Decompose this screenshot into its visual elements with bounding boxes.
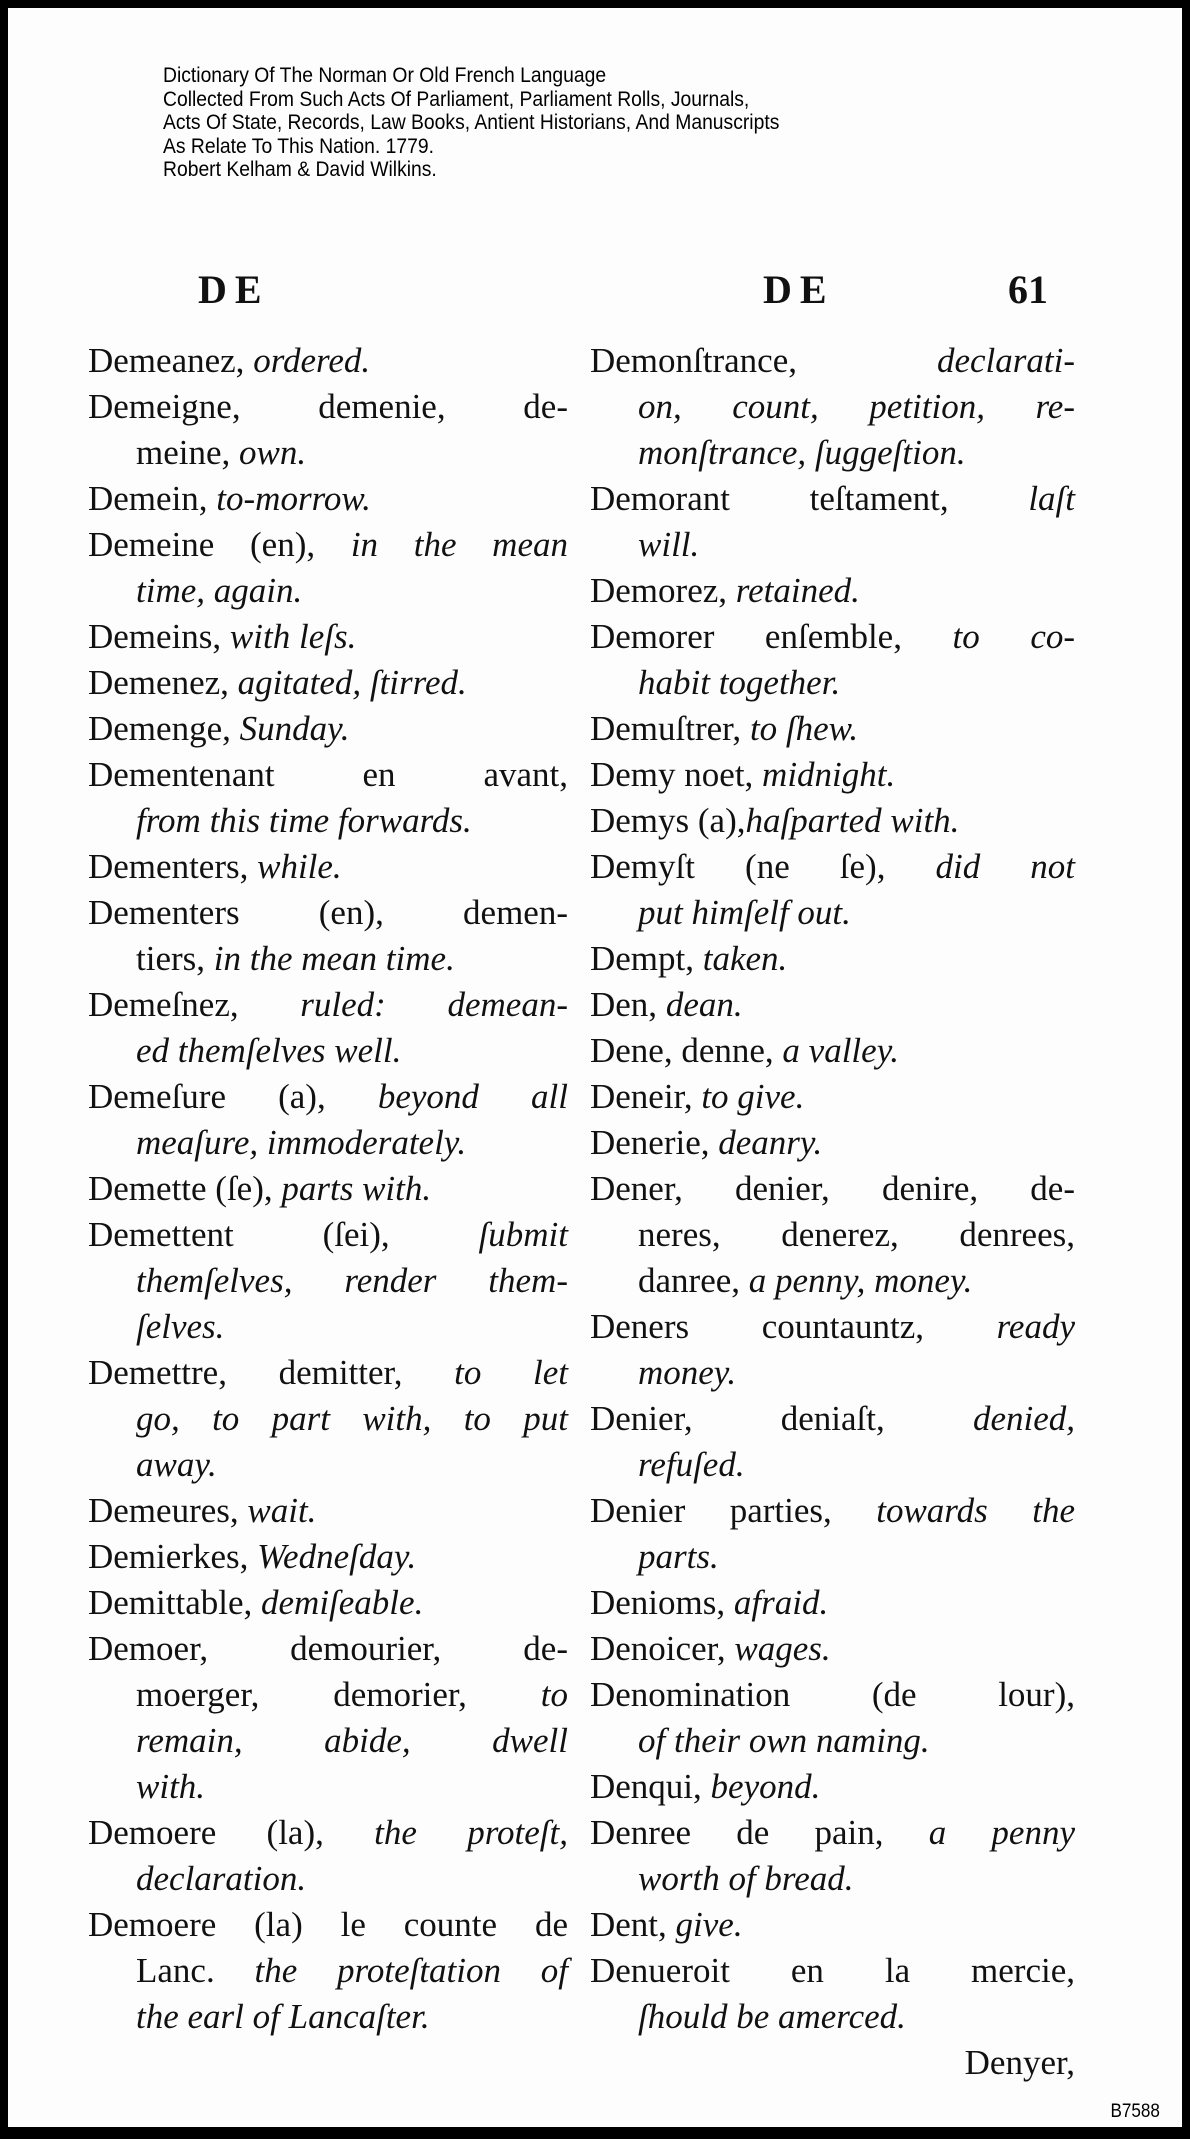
definition-text: towards the — [876, 1491, 1075, 1530]
entry-line — [88, 522, 568, 568]
definition-text: retained. — [735, 571, 860, 610]
headword-text: Demeſnez, — [88, 985, 301, 1024]
definition-text: to co- — [952, 617, 1076, 656]
headword-text: Demenge, — [88, 709, 240, 748]
headword-text: Demorez, — [590, 571, 736, 610]
headword-text: Demeine (en), — [88, 525, 351, 564]
headword-text: Demoere (la) le counte de — [88, 1905, 568, 1944]
definition-text: worth of bread. — [638, 1859, 854, 1898]
definition-text: in the mean time. — [213, 939, 455, 978]
definition-text: away. — [136, 1445, 217, 1484]
headword-text: Dempt, — [590, 939, 703, 978]
definition-text: parts. — [638, 1537, 719, 1576]
headword-text: Demeins, — [88, 617, 230, 656]
headword-text: tiers, — [136, 939, 214, 978]
entry-continuation-line — [136, 1994, 568, 2040]
entry-continuation-line — [638, 1718, 1075, 1764]
headword-text: Denioms, — [590, 1583, 734, 1622]
definition-text: go, to part with, to put — [136, 1399, 568, 1438]
entry-continuation-line — [638, 430, 1075, 476]
definition-text: while. — [257, 847, 342, 886]
headword-text: Denree de pain, — [590, 1813, 929, 1852]
entry-line — [590, 1074, 1075, 1120]
headword-text: Denyer, — [964, 2043, 1075, 2082]
definition-text: to — [540, 1675, 568, 1714]
headword-text: Dementers (en), demen- — [88, 893, 568, 932]
definition-text: the earl of Lancaſter. — [136, 1997, 430, 2036]
headword-text: Dener, denier, denire, de- — [590, 1169, 1075, 1208]
entry-line — [590, 568, 1075, 614]
entry-line — [88, 1902, 568, 1948]
entry-line — [88, 1212, 568, 1258]
headword-text: Denueroit en la mercie, — [590, 1951, 1075, 1990]
headword-text: meine, — [136, 433, 240, 472]
entry-line — [590, 1580, 1075, 1626]
definition-text: remain, abide, dwell — [136, 1721, 568, 1760]
catalog-code: B7588 — [1110, 2101, 1160, 2122]
headword-text: Demyſt (ne ſe), — [590, 847, 936, 886]
headword-text: Demeigne, demenie, de- — [88, 387, 568, 426]
entry-line — [88, 982, 568, 1028]
book-header — [163, 64, 779, 182]
definition-text: laſt — [1028, 479, 1075, 518]
definition-text: declaration. — [136, 1859, 307, 1898]
definition-text: the proteſtation of — [254, 1951, 568, 1990]
header-line: Acts Of State, Records, Law Books, Antient Historians, And Manuscripts — [163, 111, 780, 134]
definition-text: ſelves. — [136, 1307, 225, 1346]
header-line: Dictionary Of The Norman Or Old French Language — [163, 64, 607, 87]
definition-text: themſelves, render them- — [136, 1261, 568, 1300]
entry-line — [88, 1626, 568, 1672]
entry-line — [88, 1166, 568, 1212]
definition-text: agitated, ſtirred. — [237, 663, 467, 702]
headword-text: Deneir, — [590, 1077, 702, 1116]
definition-text: will. — [638, 525, 700, 564]
entry-line — [590, 1120, 1075, 1166]
definition-text: monſtrance, ſuggeſtion. — [638, 433, 966, 472]
entry-continuation-line — [136, 1718, 568, 1764]
definition-text: in the mean — [350, 525, 568, 564]
entry-continuation-line — [136, 1258, 568, 1304]
headword-text: Deners countauntz, — [590, 1307, 997, 1346]
headword-text: Denomination (de lour), — [590, 1675, 1075, 1714]
entry-continuation-line — [638, 1258, 1075, 1304]
entry-line — [590, 2040, 1075, 2086]
headword-text: moerger, demorier, — [136, 1675, 541, 1714]
definition-text: wait. — [247, 1491, 317, 1530]
definition-text: afraid. — [733, 1583, 829, 1622]
header-line: As Relate To This Nation. 1779. — [163, 134, 435, 158]
headword-text: Demoere (la), — [88, 1813, 375, 1852]
entry-line — [590, 1902, 1075, 1948]
entry-line — [88, 1488, 568, 1534]
definition-text: demiſeable. — [261, 1583, 424, 1622]
definition-text: of their own naming. — [638, 1721, 930, 1760]
headword-text: Demorer enſemble, — [590, 617, 953, 656]
definition-text: ſubmit — [478, 1215, 568, 1254]
entry-continuation-line — [136, 1442, 568, 1488]
entry-continuation-line — [638, 1350, 1075, 1396]
definition-text: midnight. — [762, 755, 896, 794]
entry-continuation-line — [638, 522, 1075, 568]
entry-line — [88, 1534, 568, 1580]
headword-text: Demenez, — [88, 663, 238, 702]
definition-text: declarati- — [936, 341, 1075, 380]
entry-continuation-line — [638, 890, 1075, 936]
entry-line — [590, 1488, 1075, 1534]
headword-text: Demys (a), — [590, 801, 746, 840]
entry-continuation-line — [136, 1120, 568, 1166]
definition-text: from this time forwards. — [136, 801, 472, 840]
entry-line — [590, 1396, 1075, 1442]
entry-continuation-line — [638, 660, 1075, 706]
entry-line — [88, 890, 568, 936]
entry-continuation-line — [136, 1948, 568, 1994]
entry-line — [88, 844, 568, 890]
headword-text: Demittable, — [88, 1583, 262, 1622]
definition-text: beyond. — [710, 1767, 821, 1806]
entry-line — [590, 798, 1075, 844]
entry-line — [590, 1948, 1075, 1994]
headword-text: neres, denerez, denrees, — [638, 1215, 1075, 1254]
definition-text: denied, — [972, 1399, 1075, 1438]
definition-text: ſhould be amerced. — [638, 1997, 906, 2036]
headword-text: Demettre, demitter, — [88, 1353, 455, 1392]
entry-line — [590, 1810, 1075, 1856]
definition-text: a penny — [928, 1813, 1075, 1852]
definition-text: ready — [996, 1307, 1075, 1346]
entry-continuation-line — [136, 936, 568, 982]
headword-text: Demeures, — [88, 1491, 248, 1530]
entry-line — [88, 1580, 568, 1626]
entry-continuation-line — [136, 1304, 568, 1350]
entry-line — [88, 706, 568, 752]
entry-line — [88, 614, 568, 660]
entry-line — [590, 752, 1075, 798]
headword-text: Dementenant en avant, — [88, 755, 568, 794]
definition-text: beyond all — [377, 1077, 568, 1116]
entry-line — [590, 844, 1075, 890]
header-line: Collected From Such Acts Of Parliament, Parliament Rolls, Journals, — [163, 87, 750, 111]
entry-line — [590, 614, 1075, 660]
entry-line — [88, 1810, 568, 1856]
definition-text: to ſhew. — [749, 709, 859, 748]
headword-text: Demuſtrer, — [590, 709, 750, 748]
entry-continuation-line — [638, 1442, 1075, 1488]
entry-line — [590, 1626, 1075, 1672]
entry-continuation-line — [136, 1396, 568, 1442]
entry-continuation-line — [136, 798, 568, 844]
entry-line — [590, 982, 1075, 1028]
entry-line — [88, 476, 568, 522]
headword-text: Denqui, — [590, 1767, 711, 1806]
definition-text: money. — [638, 1353, 737, 1392]
headword-text: Lanc. — [136, 1951, 255, 1990]
entry-line — [590, 1304, 1075, 1350]
definition-text: refuſed. — [638, 1445, 745, 1484]
entry-line — [88, 384, 568, 430]
entry-continuation-line — [638, 1994, 1075, 2040]
running-head-right: DE — [763, 267, 835, 312]
definition-text: with leſs. — [229, 617, 357, 656]
definition-text: put himſelf out. — [638, 893, 851, 932]
entry-line — [88, 338, 568, 384]
definition-text: ed themſelves well. — [136, 1031, 402, 1070]
entry-continuation-line — [136, 430, 568, 476]
definition-text: ruled: demean- — [300, 985, 568, 1024]
entry-continuation-line — [638, 1856, 1075, 1902]
left-column — [88, 338, 568, 2040]
headword-text: Demierkes, — [88, 1537, 258, 1576]
headword-text: danree, — [638, 1261, 749, 1300]
definition-text: Wedneſday. — [257, 1537, 417, 1576]
scanned-page — [8, 8, 1182, 2127]
entry-line — [88, 660, 568, 706]
definition-text: the proteſt, — [374, 1813, 568, 1852]
page-number: 61 — [1008, 267, 1048, 312]
headword-text: Demeſure (a), — [88, 1077, 378, 1116]
entry-line — [590, 1166, 1075, 1212]
definition-text: dean. — [665, 985, 743, 1024]
entry-continuation-line — [638, 384, 1075, 430]
entry-line — [590, 1764, 1075, 1810]
headword-text: Demette (ſe), — [88, 1169, 282, 1208]
running-head-left: DE — [198, 267, 270, 312]
entry-line — [88, 752, 568, 798]
definition-text: to let — [454, 1353, 568, 1392]
entry-continuation-line — [136, 1672, 568, 1718]
definition-text: taken. — [702, 939, 788, 978]
entry-continuation-line — [136, 1856, 568, 1902]
definition-text: with. — [136, 1767, 206, 1806]
headword-text: Denier parties, — [590, 1491, 877, 1530]
headword-text: Demonſtrance, — [590, 341, 937, 380]
right-column — [590, 338, 1075, 2086]
definition-text: to give. — [701, 1077, 805, 1116]
headword-text: Demy noet, — [590, 755, 763, 794]
definition-text: own. — [239, 433, 307, 472]
headword-text: Dent, — [590, 1905, 676, 1944]
definition-text: a valley. — [782, 1031, 900, 1070]
entry-continuation-line — [136, 568, 568, 614]
definition-text: on, count, petition, re- — [638, 387, 1075, 426]
headword-text: Denoicer, — [590, 1629, 735, 1668]
entry-line — [590, 338, 1075, 384]
headword-text: Demein, — [88, 479, 217, 518]
entry-continuation-line — [638, 1212, 1075, 1258]
headword-text: Den, — [590, 985, 666, 1024]
headword-text: Demeanez, — [88, 341, 254, 380]
entry-continuation-line — [638, 1534, 1075, 1580]
definition-text: wages. — [734, 1629, 831, 1668]
entry-line — [590, 1028, 1075, 1074]
definition-text: ordered. — [253, 341, 371, 380]
entry-continuation-line — [136, 1764, 568, 1810]
headword-text: Dene, denne, — [590, 1031, 783, 1070]
entry-continuation-line — [136, 1028, 568, 1074]
entry-line — [590, 476, 1075, 522]
definition-text: time, again. — [136, 571, 303, 610]
headword-text: Demorant teſtament, — [590, 479, 1029, 518]
definition-text: meaſure, immoderately. — [136, 1123, 467, 1162]
definition-text: a penny, money. — [748, 1261, 973, 1300]
definition-text: habit together. — [638, 663, 841, 702]
headword-text: Dementers, — [88, 847, 258, 886]
entry-line — [590, 706, 1075, 752]
entry-line — [88, 1074, 568, 1120]
headword-text: Demettent (ſei), — [88, 1215, 479, 1254]
definition-text: to-morrow. — [216, 479, 371, 518]
header-line: Robert Kelham & David Wilkins. — [163, 158, 437, 181]
headword-text: Denerie, — [590, 1123, 719, 1162]
headword-text: Demoer, demourier, de- — [88, 1629, 568, 1668]
entry-line — [88, 1350, 568, 1396]
definition-text: give. — [675, 1905, 743, 1944]
definition-text: did not — [935, 847, 1075, 886]
definition-text: parts with. — [281, 1169, 432, 1208]
definition-text: haſparted with. — [745, 801, 960, 840]
entry-line — [590, 936, 1075, 982]
definition-text: Sunday. — [239, 709, 350, 748]
entry-line — [590, 1672, 1075, 1718]
definition-text: deanry. — [718, 1123, 823, 1162]
headword-text: Denier, deniaſt, — [590, 1399, 973, 1438]
